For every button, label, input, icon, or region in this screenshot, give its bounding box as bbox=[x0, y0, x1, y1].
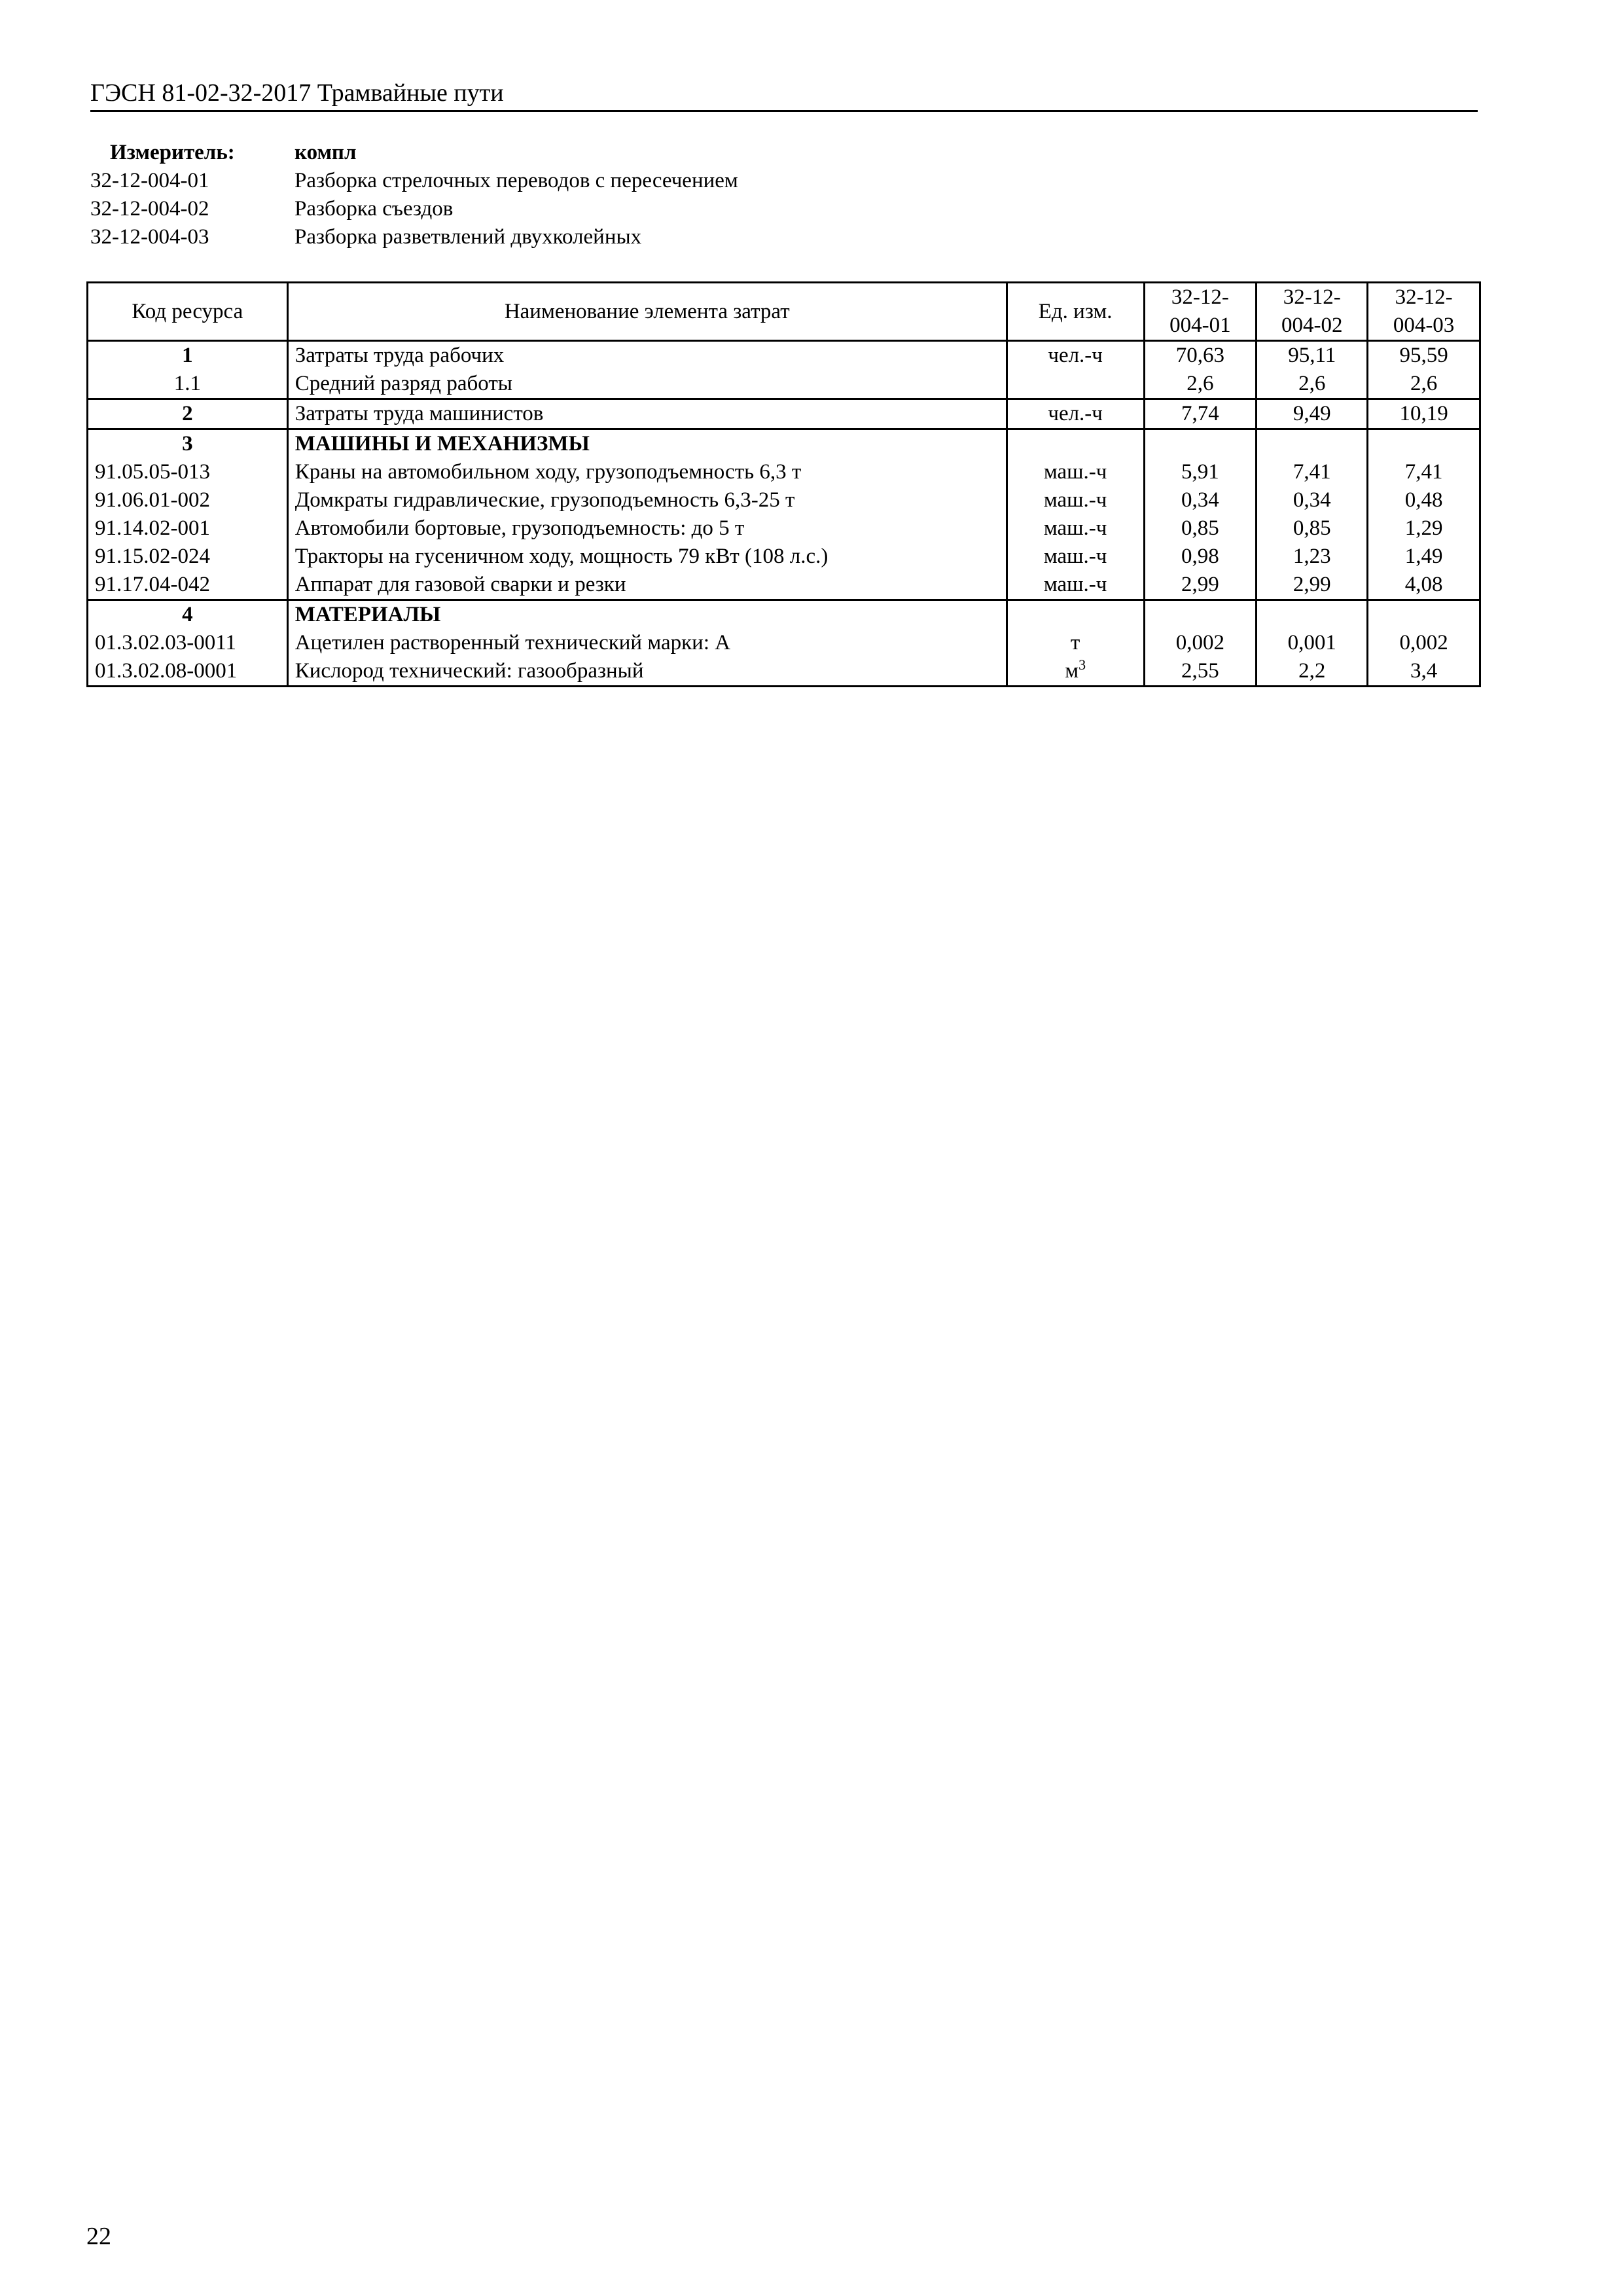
value-col-1: 70,63 bbox=[1144, 341, 1257, 370]
table-row bbox=[88, 514, 1480, 543]
resource-name: Затраты труда рабочих bbox=[287, 341, 1007, 370]
resource-code: 01.3.02.08-0001 bbox=[88, 657, 288, 687]
resource-unit: чел.-ч bbox=[1007, 399, 1144, 429]
value-col-1: 2,55 bbox=[1144, 657, 1257, 687]
table-row bbox=[88, 399, 1480, 429]
value-col-3: 4,08 bbox=[1368, 571, 1480, 600]
value-col-1: 2,99 bbox=[1144, 571, 1257, 600]
resource-table bbox=[86, 281, 1481, 687]
section-code: 3 bbox=[88, 429, 288, 459]
work-item bbox=[90, 167, 738, 195]
resource-unit: т bbox=[1007, 629, 1144, 657]
resource-name: Затраты труда машинистов bbox=[287, 399, 1007, 429]
resource-code: 91.14.02-001 bbox=[88, 514, 288, 543]
header-col-1: 32-12- 004-01 bbox=[1144, 283, 1257, 341]
value-col-2: 2,2 bbox=[1257, 657, 1368, 687]
section-code: 4 bbox=[88, 600, 288, 630]
value-col-1: 2,6 bbox=[1144, 370, 1257, 399]
resource-unit bbox=[1007, 370, 1144, 399]
value-col-3: 95,59 bbox=[1368, 341, 1480, 370]
work-item-code: 32-12-004-02 bbox=[90, 197, 209, 221]
resource-code: 1 bbox=[88, 341, 288, 370]
value-col-2: 0,34 bbox=[1257, 486, 1368, 514]
page-header bbox=[90, 77, 1478, 112]
value-col-3: 1,49 bbox=[1368, 543, 1480, 571]
resource-name: Кислород технический: газообразный bbox=[287, 657, 1007, 687]
work-item-code: 32-12-004-03 bbox=[90, 225, 209, 249]
value-col-3: 10,19 bbox=[1368, 399, 1480, 429]
work-item-name: Разборка съездов bbox=[294, 197, 454, 221]
section-row bbox=[88, 429, 1480, 459]
table-row bbox=[88, 458, 1480, 486]
table-row bbox=[88, 341, 1480, 370]
measure-label: Измеритель: bbox=[110, 141, 235, 164]
resource-name: Автомобили бортовые, грузоподъемность: до 5 т bbox=[287, 514, 1007, 543]
header-name: Наименование элемента затрат bbox=[287, 283, 1007, 341]
value-col-3 bbox=[1368, 429, 1480, 459]
table-row bbox=[88, 571, 1480, 600]
document-title: ГЭСН 81-02-32-2017 Трамвайные пути bbox=[90, 79, 504, 107]
section-title: МАШИНЫ И МЕХАНИЗМЫ bbox=[287, 429, 1007, 459]
resource-name: Аппарат для газовой сварки и резки bbox=[287, 571, 1007, 600]
measure-block bbox=[90, 139, 738, 251]
work-item bbox=[90, 195, 738, 223]
value-col-2: 95,11 bbox=[1257, 341, 1368, 370]
value-col-2: 0,001 bbox=[1257, 629, 1368, 657]
resource-code: 91.17.04-042 bbox=[88, 571, 288, 600]
value-col-2: 9,49 bbox=[1257, 399, 1368, 429]
work-item-code: 32-12-004-01 bbox=[90, 169, 209, 192]
value-col-3: 2,6 bbox=[1368, 370, 1480, 399]
value-col-1 bbox=[1144, 600, 1257, 630]
table-header-row bbox=[88, 283, 1480, 341]
table-row bbox=[88, 657, 1480, 687]
value-col-2: 2,99 bbox=[1257, 571, 1368, 600]
unit-superscript: 3 bbox=[1079, 656, 1086, 673]
resource-unit: маш.-ч bbox=[1007, 486, 1144, 514]
value-col-1: 5,91 bbox=[1144, 458, 1257, 486]
resource-name: Краны на автомобильном ходу, грузоподъемность 6,3 т bbox=[287, 458, 1007, 486]
resource-code: 01.3.02.03-0011 bbox=[88, 629, 288, 657]
resource-unit: маш.-ч bbox=[1007, 571, 1144, 600]
value-col-2: 7,41 bbox=[1257, 458, 1368, 486]
measure-row bbox=[90, 139, 738, 167]
resource-name: Ацетилен растворенный технический марки: А bbox=[287, 629, 1007, 657]
value-col-1: 0,85 bbox=[1144, 514, 1257, 543]
table-row bbox=[88, 370, 1480, 399]
section-row bbox=[88, 600, 1480, 630]
header-code: Код ресурса bbox=[88, 283, 288, 341]
work-item-name: Разборка разветвлений двухколейных bbox=[294, 225, 642, 249]
page-number: 22 bbox=[86, 2223, 111, 2250]
value-col-2: 2,6 bbox=[1257, 370, 1368, 399]
section-title: МАТЕРИАЛЫ bbox=[287, 600, 1007, 630]
resource-code: 2 bbox=[88, 399, 288, 429]
value-col-2 bbox=[1257, 600, 1368, 630]
measure-value: компл bbox=[294, 141, 357, 164]
value-col-1: 0,002 bbox=[1144, 629, 1257, 657]
value-col-3: 0,002 bbox=[1368, 629, 1480, 657]
value-col-2 bbox=[1257, 429, 1368, 459]
header-col-3: 32-12- 004-03 bbox=[1368, 283, 1480, 341]
resource-unit: маш.-ч bbox=[1007, 458, 1144, 486]
header-unit: Ед. изм. bbox=[1007, 283, 1144, 341]
value-col-1: 7,74 bbox=[1144, 399, 1257, 429]
value-col-2: 1,23 bbox=[1257, 543, 1368, 571]
resource-code: 91.15.02-024 bbox=[88, 543, 288, 571]
work-item bbox=[90, 223, 738, 251]
work-item-name: Разборка стрелочных переводов с пересечением bbox=[294, 169, 738, 192]
resource-unit bbox=[1007, 429, 1144, 459]
value-col-3 bbox=[1368, 600, 1480, 630]
resource-name: Средний разряд работы bbox=[287, 370, 1007, 399]
table-row bbox=[88, 543, 1480, 571]
resource-unit: $м^3$ bbox=[1007, 657, 1144, 687]
resource-code: 91.05.05-013 bbox=[88, 458, 288, 486]
value-col-1 bbox=[1144, 429, 1257, 459]
value-col-2: 0,85 bbox=[1257, 514, 1368, 543]
table-row bbox=[88, 486, 1480, 514]
value-col-3: 1,29 bbox=[1368, 514, 1480, 543]
value-col-3: 3,4 bbox=[1368, 657, 1480, 687]
resource-unit bbox=[1007, 600, 1144, 630]
resource-name: Тракторы на гусеничном ходу, мощность 79 кВт (108 л.с.) bbox=[287, 543, 1007, 571]
value-col-1: 0,34 bbox=[1144, 486, 1257, 514]
value-col-3: 7,41 bbox=[1368, 458, 1480, 486]
resource-code: 91.06.01-002 bbox=[88, 486, 288, 514]
resource-unit: маш.-ч bbox=[1007, 543, 1144, 571]
resource-unit: маш.-ч bbox=[1007, 514, 1144, 543]
resource-name: Домкраты гидравлические, грузоподъемность 6,3-25 т bbox=[287, 486, 1007, 514]
resource-code: 1.1 bbox=[88, 370, 288, 399]
value-col-3: 0,48 bbox=[1368, 486, 1480, 514]
resource-unit: чел.-ч bbox=[1007, 341, 1144, 370]
table-row bbox=[88, 629, 1480, 657]
header-col-2: 32-12- 004-02 bbox=[1257, 283, 1368, 341]
value-col-1: 0,98 bbox=[1144, 543, 1257, 571]
